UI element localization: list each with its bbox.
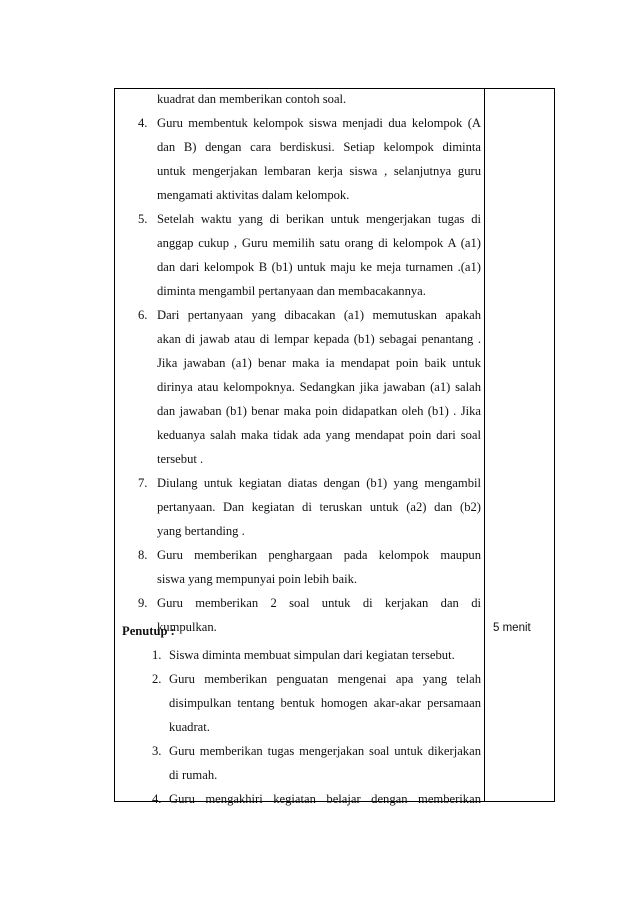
step-text-line: pertanyaan. Dan kegiatan di teruskan untuk (a2) dan (b2) bbox=[157, 500, 481, 514]
step-text-line: Siswa diminta membuat simpulan dari kegiatan tersebut. bbox=[169, 648, 455, 662]
step-text-line: untuk mengerjakan lembaran kerja siswa , selanjutnya guru bbox=[157, 164, 481, 178]
step-number: 9. bbox=[138, 596, 148, 610]
step-text-line: dirinya atau kelompoknya. Sedangkan jika jawaban (a1) salah bbox=[157, 380, 481, 394]
step-text-line: siswa yang mempunyai poin lebih baik. bbox=[157, 572, 358, 586]
step-number: 2. bbox=[152, 672, 162, 686]
step-number: 7. bbox=[138, 476, 148, 490]
lesson-activity-table bbox=[114, 88, 555, 806]
step-number: 6. bbox=[138, 308, 148, 322]
closing-heading: Penutup : bbox=[122, 624, 175, 638]
step-text-line: Guru memberikan tugas mengerjakan soal untuk dikerjakan bbox=[169, 744, 481, 758]
step-text-line: di rumah. bbox=[169, 768, 218, 782]
step-text-line: yang bertanding . bbox=[157, 524, 245, 538]
column-divider bbox=[484, 89, 485, 801]
step-text-line: Guru membentuk kelompok siswa menjadi dua kelompok (A bbox=[157, 116, 481, 130]
step-text-line: Guru mengakhiri kegiatan belajar dengan memberikan bbox=[169, 792, 481, 806]
step-number: 3. bbox=[152, 744, 162, 758]
closing-time: 5 menit bbox=[493, 622, 531, 634]
step-text-line: Guru memberikan penguatan mengenai apa yang telah bbox=[169, 672, 481, 686]
step-text-line: akan di jawab atau di lempar kepada (b1) sebagai penantang . bbox=[157, 332, 481, 346]
step-number: 1. bbox=[152, 648, 162, 662]
step-text-line: Guru memberikan 2 soal untuk di kerjakan dan di bbox=[157, 596, 481, 610]
step-text-line: dan jawaban (b1) benar maka poin didapatkan oleh (b1) . Jika bbox=[157, 404, 481, 418]
step-text-line: Jika jawaban (a1) benar maka ia mendapat poin baik untuk bbox=[157, 356, 481, 370]
step-text-line: tersebut . bbox=[157, 452, 204, 466]
step-text-line: Dari pertanyaan yang dibacakan (a1) memutuskan apakah bbox=[157, 308, 481, 322]
step-number: 8. bbox=[138, 548, 148, 562]
step-text-line: mengamati aktivitas dalam kelompok. bbox=[157, 188, 350, 202]
step-text-line: dan B) dengan cara berdiskusi. Setiap kelompok diminta bbox=[157, 140, 481, 154]
step-text-line: kuadrat dan memberikan contoh soal. bbox=[157, 92, 347, 106]
step-text-line: Diulang untuk kegiatan diatas dengan (b1) yang mengambil bbox=[157, 476, 481, 490]
step-text-line: anggap cukup , Guru memilih satu orang di kelompok A (a1) bbox=[157, 236, 481, 250]
step-text-line: kuadrat. bbox=[169, 720, 210, 734]
step-number: 4. bbox=[138, 116, 148, 130]
step-text-line: Guru memberikan penghargaan pada kelompok maupun bbox=[157, 548, 481, 562]
step-text-line: disimpulkan tentang bentuk homogen akar-akar persamaan bbox=[169, 696, 481, 710]
step-text-line: kumpulkan. bbox=[157, 620, 217, 634]
step-number: 5. bbox=[138, 212, 148, 226]
step-text-line: diminta mengambil pertanyaan dan membacakannya. bbox=[157, 284, 426, 298]
step-text-line: Setelah waktu yang di berikan untuk mengerjakan tugas di bbox=[157, 212, 481, 226]
step-text-line: keduanya salah maka tidak ada yang mendapat poin dari soal bbox=[157, 428, 481, 442]
step-number: 4. bbox=[152, 792, 162, 806]
step-text-line: dan dari kelompok B (b1) untuk maju ke meja turnamen .(a1) bbox=[157, 260, 481, 274]
